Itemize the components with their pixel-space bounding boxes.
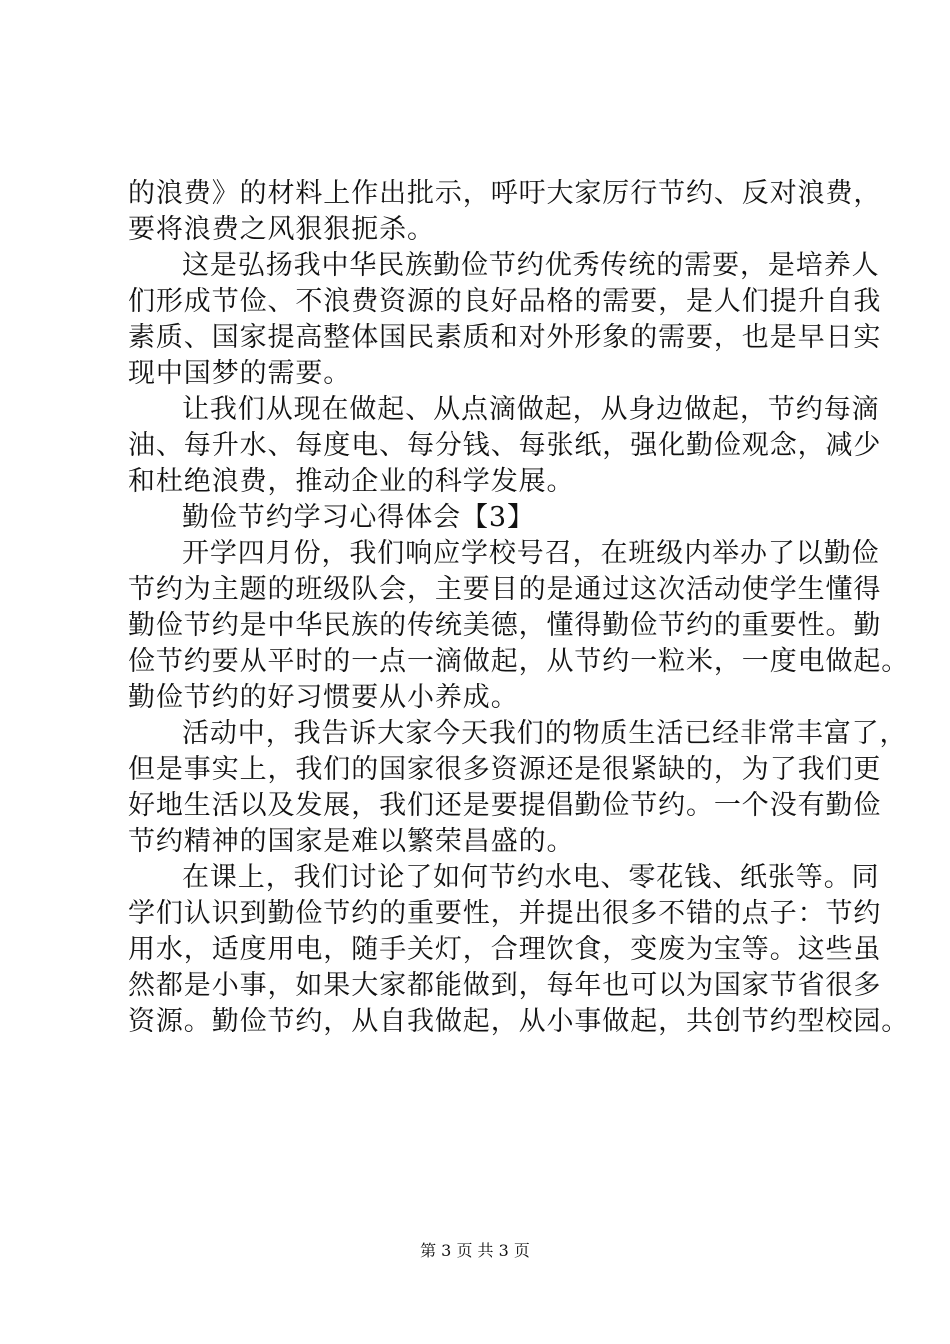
section-heading: 勤俭节约学习心得体会【3】 [182, 502, 535, 533]
paragraph-start-line: 开学四月份，我们响应学校号召，在班级内举办了以勤俭 [182, 538, 880, 569]
paragraph-start-line: 这是弘扬我中华民族勤俭节约优秀传统的需要，是培养人 [182, 250, 880, 281]
text-line: 们形成节俭、不浪费资源的良好品格的需要，是人们提升自我 [128, 286, 882, 317]
text-line: 油、每升水、每度电、每分钱、每张纸，强化勤俭观念，减少 [128, 430, 882, 461]
text-line: 要将浪费之风狠狠扼杀。 [128, 214, 435, 245]
text-line: 现中国梦的需要。 [128, 358, 352, 389]
text-line: 勤俭节约是中华民族的传统美德，懂得勤俭节约的重要性。勤 [128, 610, 882, 641]
text-line: 然都是小事，如果大家都能做到，每年也可以为国家节省很多 [128, 970, 882, 1001]
text-line: 节约为主题的班级队会，主要目的是通过这次活动使学生懂得 [128, 574, 882, 605]
text-line: 但是事实上，我们的国家很多资源还是很紧缺的，为了我们更 [128, 754, 882, 785]
text-line: 和杜绝浪费，推动企业的科学发展。 [128, 466, 575, 497]
paragraph-start-line: 活动中，我告诉大家今天我们的物质生活已经非常丰富了， [182, 718, 908, 749]
paragraph-start-line: 让我们从现在做起、从点滴做起，从身边做起，节约每滴 [182, 394, 880, 425]
paragraph-start-line: 在课上，我们讨论了如何节约水电、零花钱、纸张等。同 [182, 862, 880, 893]
text-line: 资源。勤俭节约，从自我做起，从小事做起，共创节约型校园。 [128, 1006, 910, 1037]
text-line: 用水，适度用电，随手关灯，合理饮食，变废为宝等。这些虽 [128, 934, 882, 965]
text-line: 节约精神的国家是难以繁荣昌盛的。 [128, 826, 575, 857]
text-line: 学们认识到勤俭节约的重要性，并提出很多不错的点子：节约 [128, 898, 882, 929]
text-line: 勤俭节约的好习惯要从小养成。 [128, 682, 519, 713]
page-number-footer: 第 3 页 共 3 页 [420, 1241, 530, 1260]
text-line: 好地生活以及发展，我们还是要提倡勤俭节约。一个没有勤俭 [128, 790, 882, 821]
body-text [128, 176, 910, 1040]
text-line: 俭节约要从平时的一点一滴做起，从节约一粒米，一度电做起。 [128, 646, 910, 677]
text-line: 素质、国家提高整体国民素质和对外形象的需要，也是早日实 [128, 322, 882, 353]
text-line: 的浪费》的材料上作出批示，呼吁大家厉行节约、反对浪费， [128, 178, 882, 209]
